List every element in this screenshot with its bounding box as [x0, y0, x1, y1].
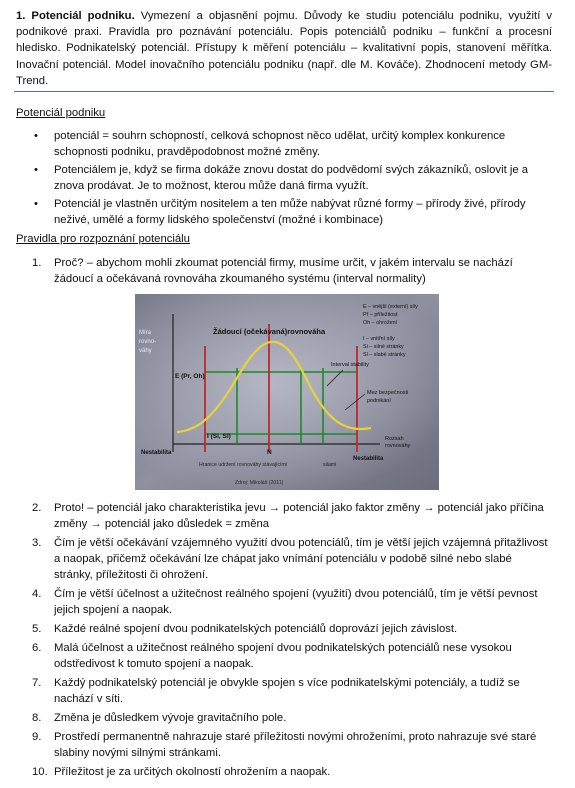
section-heading-pravidla: Pravidla pro rozpoznání potenciálu [16, 233, 190, 245]
label-hranice: Hranice udržení rovnováhy stávajícími [199, 462, 287, 468]
y-axis-label: váhy [139, 348, 152, 354]
rule-text: Čím je větší očekávání vzájemného využití dvou potenciálů, tím je větší jejich vzájemná přitažlivost a naopak, přičemž očekávání lze chápat jako vnímání potenciálu v podobě silné nebo slabé stránky, příležitosti či ohrožení. [54, 537, 548, 581]
y-axis-label: rovno- [139, 339, 157, 345]
section-heading-potencial: Potenciál podniku [16, 107, 106, 119]
intro-text: Vymezení a objasnění pojmu. Důvody ke studiu potenciálu podniku, využití v podnikové praxi. Pravidla pro poznávání potenciálu. Popis potenciálů podniku – funkční a procesní hledisko. Podnikatelský potenciál. Přístupy k měření potenciálu – kvalitativní popis, stanovení měřítka. Inovační potenciál. Model inovačního potenciálu podniku (např. dle M. Kováče). Zhodnocení metody GM-Trend. [16, 10, 552, 87]
label-rozsah: rovnováhy [385, 443, 411, 449]
rule-text: Prostředí permanentně nahrazuje staré příležitosti novými ohroženími, proto nahrazuje své staré slabiny novými silnými stránkami. [54, 731, 537, 759]
y-axis-label: Míra [139, 330, 151, 336]
bullet-item: • potenciál = souhrn schopností, celková schopnost něco udělat, určitý komplex konkurence schopnosti podniku, pravděpodobnost možné změny. [16, 128, 552, 160]
rule-item [16, 640, 552, 672]
label-e: E (Pr, Oh) [175, 373, 205, 380]
equilibrium-diagram-photo [135, 294, 439, 490]
rule-text: Každé reálné spojení dvou podnikatelských potenciálů doprovází jejich závislost. [54, 623, 458, 635]
rule-number: 7. [32, 677, 42, 689]
label-hranice: silami [323, 462, 337, 468]
label-interval: Interval stability [331, 362, 369, 368]
rule-number: 3. [32, 537, 42, 549]
rule-text: Změna je důsledkem vývoje gravitačního pole. [54, 712, 287, 724]
label-n: N [267, 449, 272, 456]
legend-entry: Oh – ohrožení [363, 320, 398, 326]
rules-list-top [16, 255, 552, 290]
figure-source: Zdroj: Mikoláš (2011) [235, 480, 284, 486]
rule-number: 9. [32, 731, 42, 743]
label-rozsah: Rozsah [385, 436, 404, 442]
rule-text: Proto! – potenciál jako charakteristika jevu → potenciál jako faktor změny → potenciál jako příčina změny → potenciál jako důsledek = změna [54, 502, 544, 530]
rule-number: 8. [32, 712, 42, 724]
rule-item [16, 535, 552, 583]
bullet-item: • Potenciálem je, když se firma dokáže znovu dostat do podvědomí svých zákazníků, oslovit je a znova prodávat. Je to možnost, kterou může daná firma využít. [16, 162, 552, 194]
rule-text: Malá účelnost a užitečnost reálného spojení dvou podnikatelských potenciálů nese vysokou odstředivost k tomuto spojení a naopak. [54, 642, 512, 670]
potencial-bullet-list [16, 128, 552, 230]
label-nestabilita-left: Nestabilita [141, 450, 172, 456]
legend-entry: E – vnější (externí) síly [363, 304, 418, 310]
diagram-title: Žádoucí (očekávaná)rovnováha [213, 327, 326, 336]
rule-item [16, 764, 552, 780]
intro-paragraph [16, 8, 552, 89]
rules-list-bottom [16, 500, 552, 783]
rule-item [16, 675, 552, 707]
legend-entry: Si – silné stránky [363, 344, 404, 350]
rule-number: 2. [32, 502, 42, 514]
rule-text: Každý podnikatelský potenciál je obvykle spojen s více podnikatelskými potenciály, a tudíž se nachází v síti. [54, 677, 520, 705]
rule-number: 1. [32, 257, 42, 269]
label-nestabilita-right: Nestabilita [353, 456, 384, 462]
rule-number: 10. [32, 766, 48, 778]
rule-number: 4. [32, 588, 42, 600]
label-mez: podnikání [367, 398, 391, 404]
rule-text: Čím je větší účelnost a užitečnost reálného spojení (využití) dvou potenciálů, tím je větší pevnost jejich spojení a naopak. [54, 588, 538, 616]
rule-item [16, 500, 552, 532]
rule-item [16, 586, 552, 618]
rule-number: 5. [32, 623, 42, 635]
label-mez: Mez bezpečnosti [367, 390, 409, 396]
bullet-item: • Potenciál je vlastněn určitým nositelem a ten může nabývat různé formy – přírody živé, přírody neživé, umělé a formy lidského společenství (možné i kombinace) [16, 196, 552, 228]
legend-entry: I – vnitřní síly [363, 336, 395, 342]
rule-item [16, 255, 552, 287]
legend-entry: Př – příležitost [363, 312, 398, 318]
legend-entry: Sl – slabé stránky [363, 352, 406, 358]
rule-number: 6. [32, 642, 42, 654]
rule-item [16, 710, 552, 726]
rule-text: Příležitost je za určitých okolností ohrožením a naopak. [54, 766, 331, 778]
intro-title: 1. Potenciál podniku. [16, 10, 135, 22]
rule-text: Proč? – abychom mohli zkoumat potenciál firmy, musíme určit, v jakém intervalu se nachází žádoucí a očekávaná rovnováha zkoumaného systému (interval normality) [54, 257, 513, 285]
label-i: I (Si, Sl) [207, 433, 231, 440]
rule-item [16, 729, 552, 761]
section-divider [14, 91, 554, 92]
rule-item [16, 621, 552, 637]
